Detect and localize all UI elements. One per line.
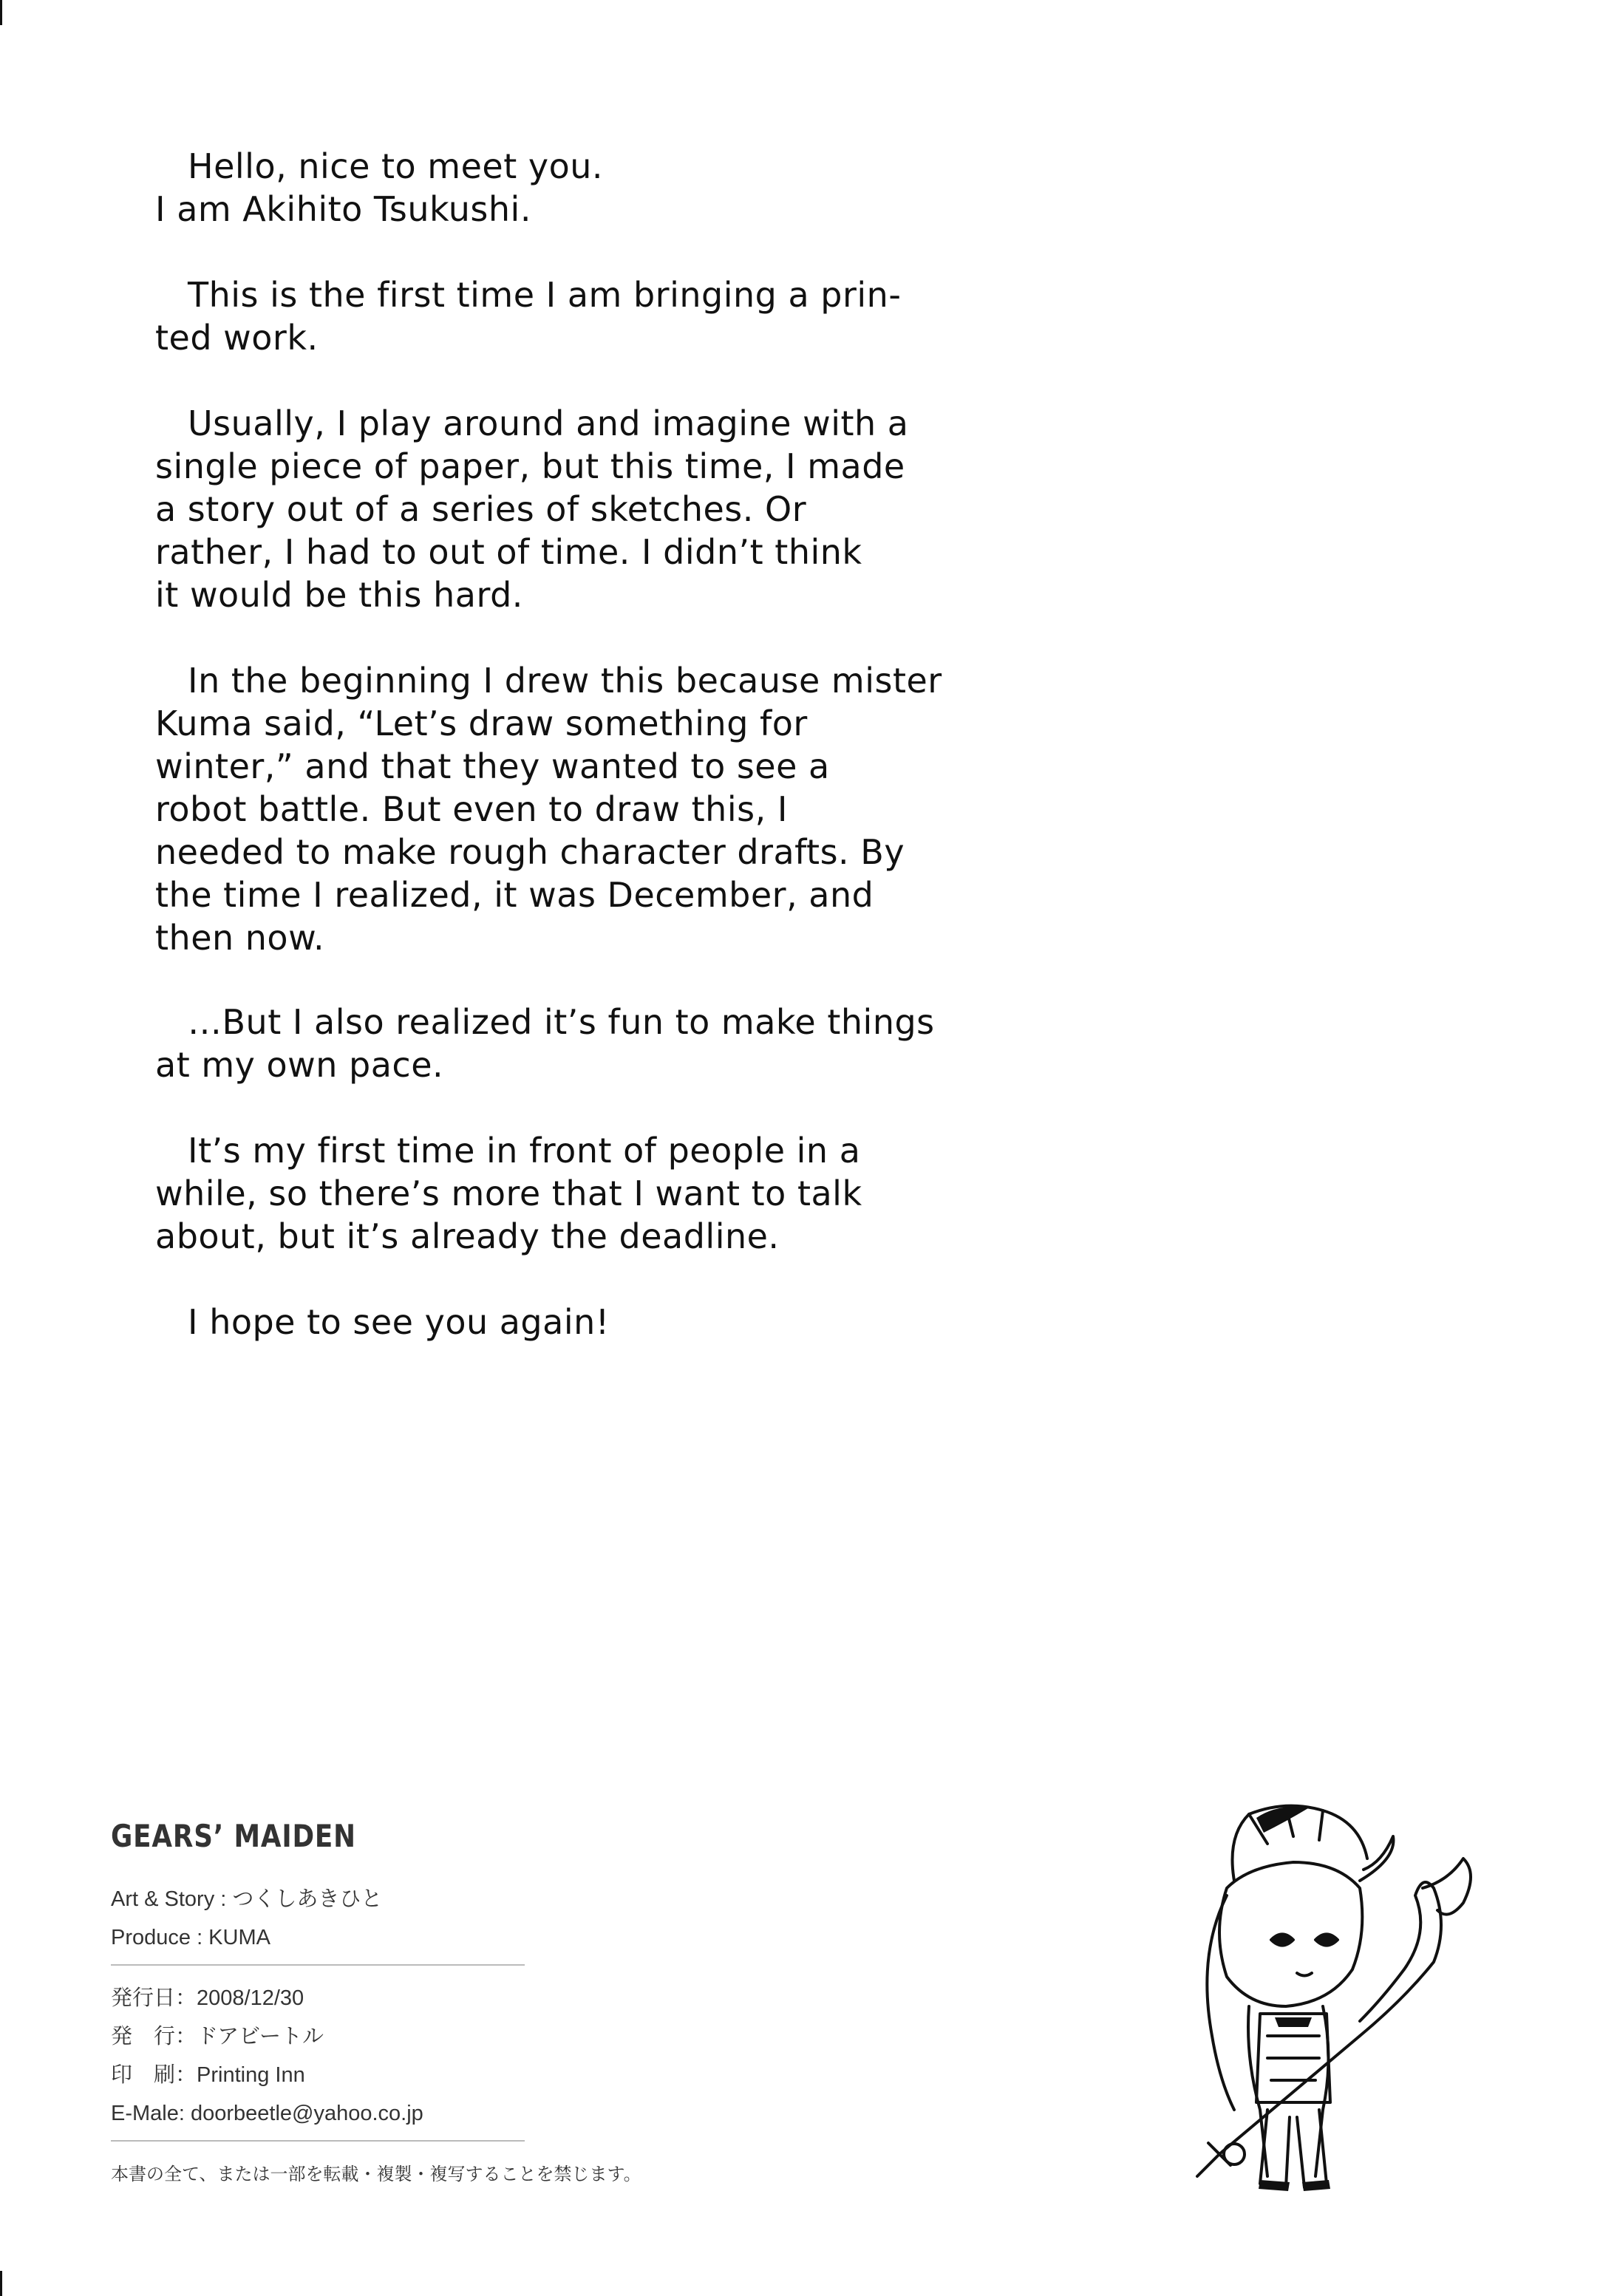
text-line: In the beginning I drew this because mister bbox=[188, 661, 942, 701]
text-line: at my own pace. bbox=[155, 1045, 444, 1085]
afterword-paragraph-1 bbox=[155, 145, 994, 231]
divider bbox=[111, 2140, 525, 2142]
text-line: I am Akihito Tsukushi. bbox=[155, 189, 531, 229]
publisher: 発 行：ドアビートル bbox=[111, 2025, 324, 2048]
afterword-paragraph-7 bbox=[155, 1301, 994, 1343]
text-line: it would be this hard. bbox=[155, 575, 523, 615]
afterword-paragraph-3 bbox=[155, 402, 994, 616]
printer: 印 刷：Printing Inn bbox=[111, 2063, 305, 2087]
text-line: a story out of a series of sketches. Or bbox=[155, 489, 807, 529]
corner-crop-mark-top bbox=[0, 0, 2, 25]
text-line: rather, I had to out of time. I didn’t think bbox=[155, 532, 862, 572]
text-line: Usually, I play around and imagine with a bbox=[188, 403, 909, 443]
chibi-girl-illustration-icon bbox=[1138, 1792, 1537, 2206]
text-line: then now. bbox=[155, 918, 325, 958]
text-line: This is the first time I am bringing a prin- bbox=[188, 275, 902, 315]
text-line: winter,” and that they wanted to see a bbox=[155, 746, 830, 786]
text-line: Hello, nice to meet you. bbox=[188, 146, 604, 186]
text-line: the time I realized, it was December, and bbox=[155, 875, 874, 915]
text-line: while, so there’s more that I want to talk bbox=[155, 1173, 862, 1213]
afterword-paragraph-5 bbox=[155, 1001, 994, 1086]
text-line: I hope to see you again! bbox=[188, 1302, 610, 1342]
contact-email: E-Male: doorbeetle@yahoo.co.jp bbox=[111, 2102, 423, 2125]
text-line: …But I also realized it’s fun to make things bbox=[188, 1002, 935, 1042]
divider bbox=[111, 1964, 525, 1966]
credit-art-story: Art & Story : つくしあきひと bbox=[111, 1887, 383, 1911]
text-line: about, but it’s already the deadline. bbox=[155, 1216, 780, 1256]
publish-date: 発行日：2008/12/30 bbox=[111, 1986, 304, 2010]
copyright-notice: 本書の全て、または一部を転載・複製・複写することを禁じます。 bbox=[111, 2164, 641, 2184]
text-line: Kuma said, “Let’s draw something for bbox=[155, 704, 808, 743]
afterword-paragraph-4 bbox=[155, 659, 994, 959]
text-line: needed to make rough character drafts. By bbox=[155, 832, 905, 872]
text-line: single piece of paper, but this time, I made bbox=[155, 446, 905, 486]
credit-produce: Produce : KUMA bbox=[111, 1926, 270, 1949]
afterword-paragraph-2 bbox=[155, 273, 994, 359]
text-line: robot battle. But even to draw this, I bbox=[155, 789, 788, 829]
book-title: GEARS’ MAIDEN bbox=[111, 1818, 356, 1854]
text-line: ted work. bbox=[155, 318, 319, 358]
text-line: It’s my first time in front of people in a bbox=[188, 1131, 861, 1171]
afterword-paragraph-6 bbox=[155, 1129, 994, 1258]
corner-crop-mark-bottom bbox=[0, 2271, 2, 2296]
